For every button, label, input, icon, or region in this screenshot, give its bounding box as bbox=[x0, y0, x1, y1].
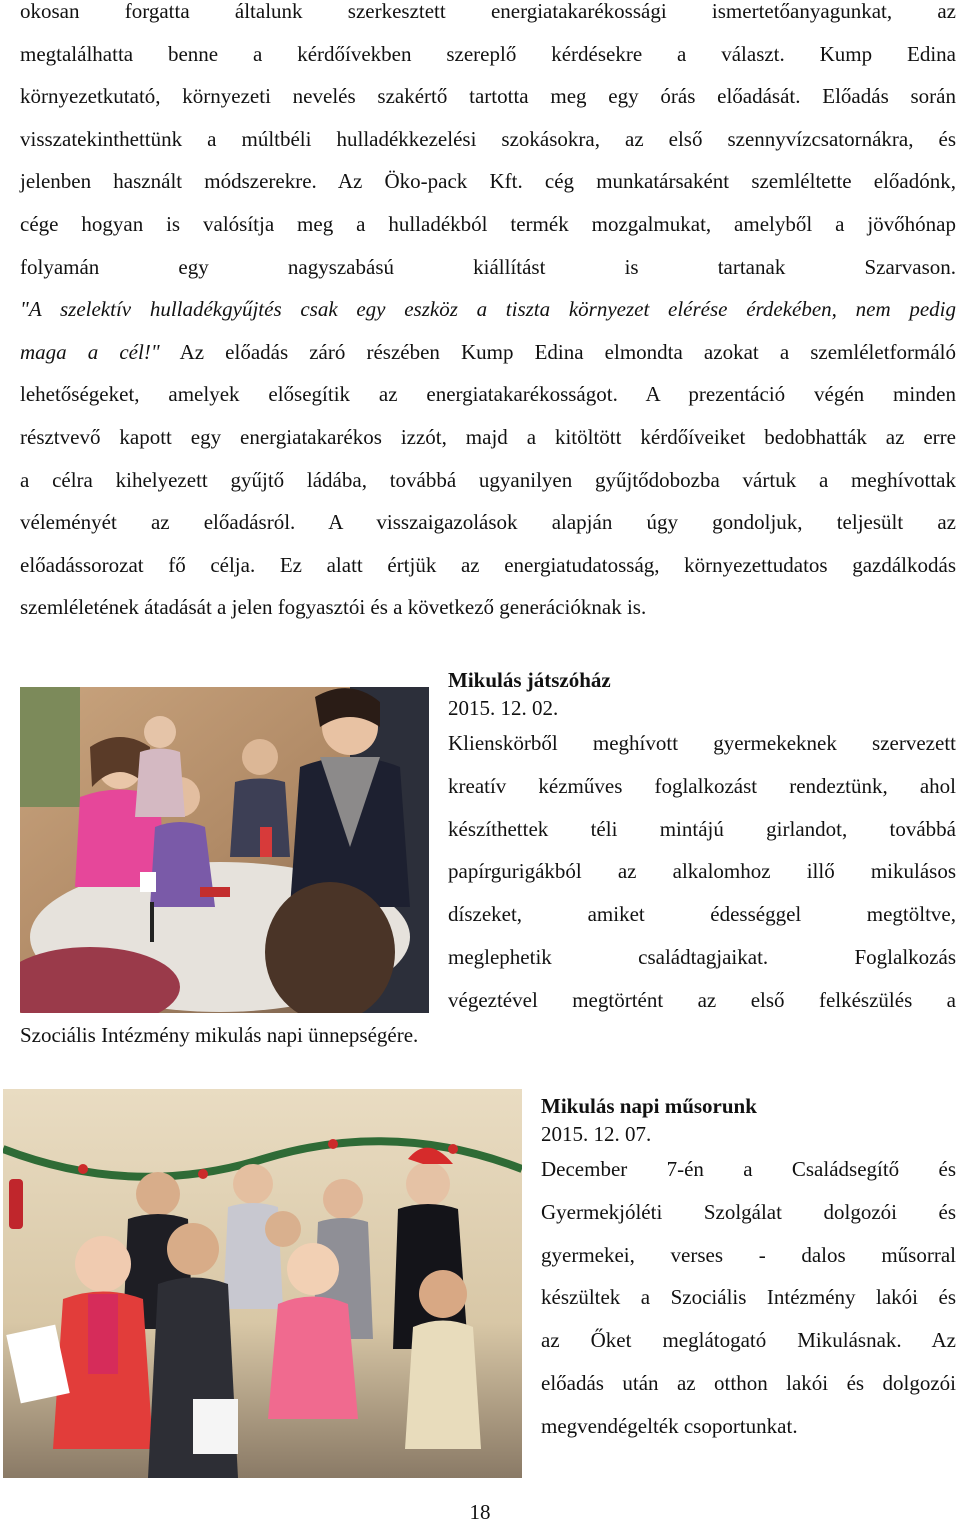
text-line: lehetőségeket, amelyek elősegítik az energiatakarékosságot. A prezentáció végén minden bbox=[20, 382, 956, 407]
text-line: megvendégelték csoportunkat. bbox=[541, 1413, 798, 1438]
text-line: készültek a Szociális Intézmény lakói és bbox=[541, 1285, 956, 1310]
text-line: jelenben használt módszerekre. Az Öko-pack Kft. cég munkatársaként szemléltette előadónk, bbox=[20, 169, 956, 194]
text-line: kreatív kézműves foglalkozást rendeztünk, ahol bbox=[448, 773, 956, 798]
event-description-tail: Szociális Intézmény mikulás napi ünnepségére. bbox=[20, 1023, 419, 1047]
event-title: Mikulás játszóház bbox=[448, 668, 611, 692]
children-performance-photo bbox=[3, 1089, 522, 1478]
text-line: December 7-én a Családsegítő és bbox=[541, 1157, 956, 1181]
text-line: környezetkutató, környezeti nevelés szakértő tartotta meg egy órás előadását. Előadás során bbox=[20, 84, 956, 109]
text-line: Gyermekjóléti Szolgálat dolgozói és bbox=[541, 1199, 956, 1224]
quote-line: "A szelektív hulladékgyűjtés csak egy eszköz a tiszta környezet elérése érdekében, nem pedig bbox=[20, 297, 956, 322]
quote-end: maga a cél!" bbox=[20, 339, 160, 364]
text-line: végeztével megtörtént az első felkészülés a bbox=[448, 987, 956, 1012]
text-line: visszatekinthettünk a múltbéli hulladékkezelési szokásokra, az első szennyvízcsatornákra, és bbox=[20, 126, 956, 151]
event-santa-playhouse bbox=[448, 666, 956, 1022]
text-line: az Őket meglátogató Mikulásnak. Az bbox=[541, 1328, 956, 1353]
text-line: résztvevő kapott egy energiatakarékos izzót, majd a kitöltött kérdőíveiket bedobhatták az erre bbox=[20, 424, 956, 449]
text-line: folyamán egy nagyszabású kiállítást is tartanak Szarvason. bbox=[20, 254, 956, 279]
page-number: 18 bbox=[469, 1500, 491, 1524]
quote-followup: Az előadás záró részében Kump Edina elmondta azokat a szemléletformáló bbox=[159, 339, 957, 364]
text-line: előadás után az otthon lakói és dolgozói bbox=[541, 1370, 956, 1395]
text-line: díszeket, amiket édességgel megtöltve, bbox=[448, 902, 956, 927]
text-line: készíthettek téli mintájú girlandot, továbbá bbox=[448, 816, 956, 841]
event-description bbox=[541, 1148, 956, 1448]
intro-text bbox=[20, 0, 956, 629]
event-santa-day-program bbox=[541, 1092, 956, 1448]
text-line: megtalálhatta benne a kérdőívekben szereplő kérdésekre a választ. Kump Edina bbox=[20, 41, 956, 66]
text-line: cége hogyan is valósítja meg a hulladékból termék mozgalmukat, amelyből a jövőhónap bbox=[20, 211, 956, 236]
craft-workshop-photo bbox=[20, 687, 429, 1013]
text-line: meglephetik családtagjaikat. Foglalkozás bbox=[448, 944, 956, 969]
text-line: véleményét az előadásról. A visszaigazolások alapján úgy gondoljuk, teljesült az bbox=[20, 510, 956, 535]
text-line bbox=[20, 331, 956, 374]
text-line: Klienskörből meghívott gyermekeknek szervezett bbox=[448, 731, 956, 755]
text-line: előadássorozat fő célja. Ez alatt értjük az energiatudatosság, környezettudatos gazdálkodás bbox=[20, 552, 956, 577]
text-line: a célra kihelyezett gyűjtő ládába, továbbá ugyanilyen gyűjtődobozba vártuk a meghívottak bbox=[20, 467, 956, 492]
event-date: 2015. 12. 02. bbox=[448, 696, 559, 720]
text-line: okosan forgatta általunk szerkesztett energiatakarékossági ismertetőanyagunkat, az bbox=[20, 0, 956, 23]
text-line: szemléletének átadását a jelen fogyasztói és a következő generációknak is. bbox=[20, 595, 647, 620]
text-line: papírgurigákból az alkalomhoz illő mikulásos bbox=[448, 859, 956, 884]
event-title: Mikulás napi műsorunk bbox=[541, 1094, 757, 1118]
text-line: gyermekei, verses - dalos műsorral bbox=[541, 1242, 956, 1267]
event-description bbox=[448, 722, 956, 1022]
event-date: 2015. 12. 07. bbox=[541, 1122, 652, 1146]
